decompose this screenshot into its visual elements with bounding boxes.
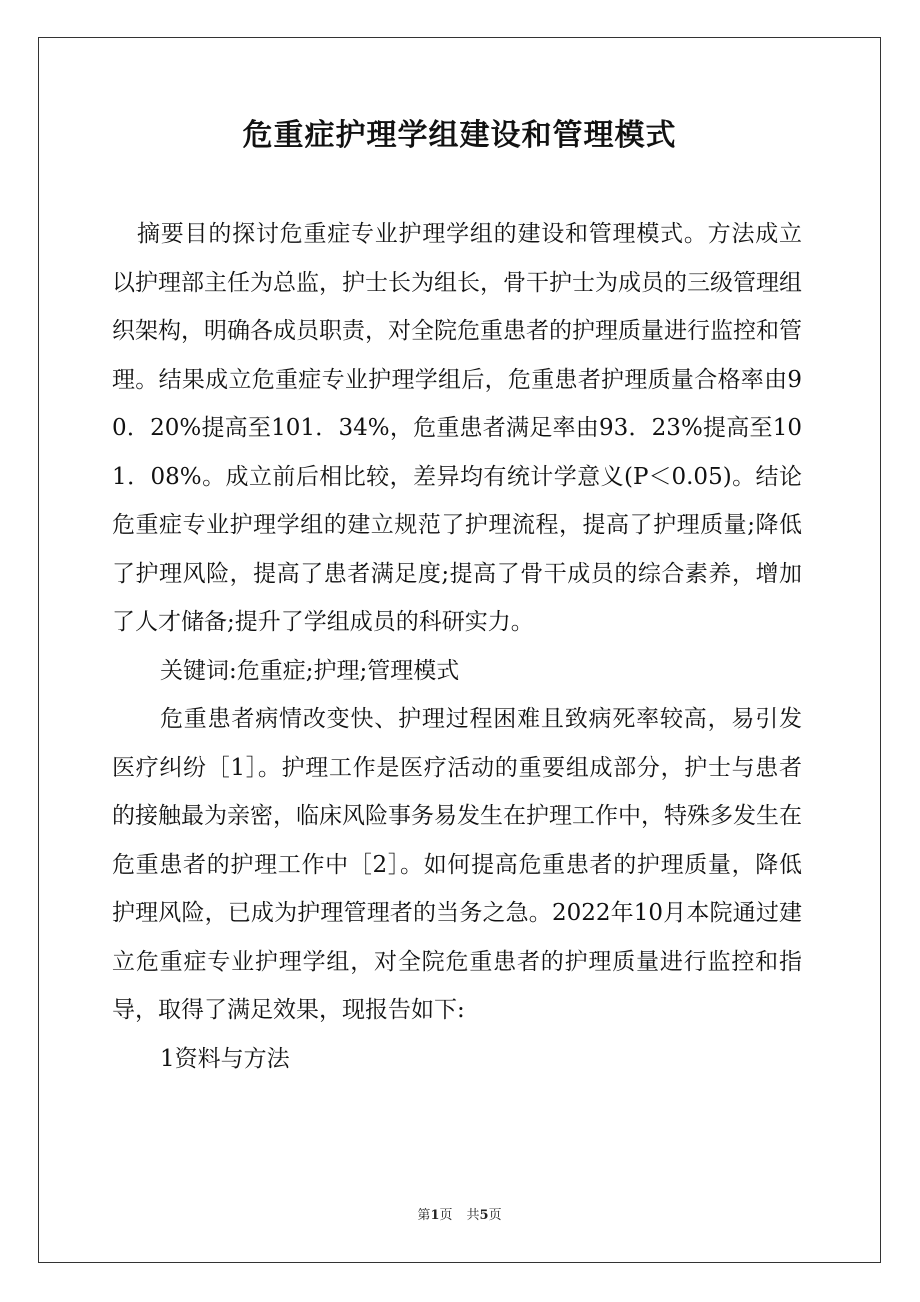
abstract-paragraph: 摘要目的探讨危重症专业护理学组的建设和管理模式。方法成立以护理部主任为总监，护士长为组长，骨干护士为成员的三级管理组织架构，明确各成员职责，对全院危重患者的护理质量进行监控和管理。结果成立危重症专业护理学组后，危重患者护理质量合格率由90．20%提高至101．34%，危重患者满足率由93．23%提高至101．08%。成立前后相比较，差异均有统计学意义(P＜0.05)。结论危重症专业护理学组的建立规范了护理流程，提高了护理质量;降低了护理风险，提高了患者满足度;提高了骨干成员的综合素养，增加了人才储备;提升了学组成员的科研实力。 [112,221,802,635]
total-prefix: 共 [466,1208,480,1223]
document-body [112,210,802,1083]
section-heading: 1资料与方法 [160,1045,290,1072]
document-title: 危重症护理学组建设和管理模式 [242,118,677,153]
intro-paragraph: 危重患者病情改变快、护理过程困难且致病死率较高，易引发医疗纠纷［1］。护理工作是医疗活动的重要组成部分，护士与患者的接触最为亲密，临床风险事务易发生在护理工作中，特殊多发生在危重患者的护理工作中［2］。如何提高危重患者的护理质量，降低护理风险，已成为护理管理者的当务之急。2022年10月本院通过建立危重症专业护理学组，对全院危重患者的护理质量进行监控和指导，取得了满足效果，现报告如下: [112,706,802,1023]
page-mid: 页 [439,1208,453,1223]
page-total: 5 [479,1208,489,1223]
page-footer [38,1206,881,1226]
keywords-line: 关键词:危重症;护理;管理模式 [160,657,460,684]
page-prefix: 第 [417,1208,431,1223]
page-current: 1 [430,1208,440,1223]
total-suffix: 页 [488,1208,502,1223]
